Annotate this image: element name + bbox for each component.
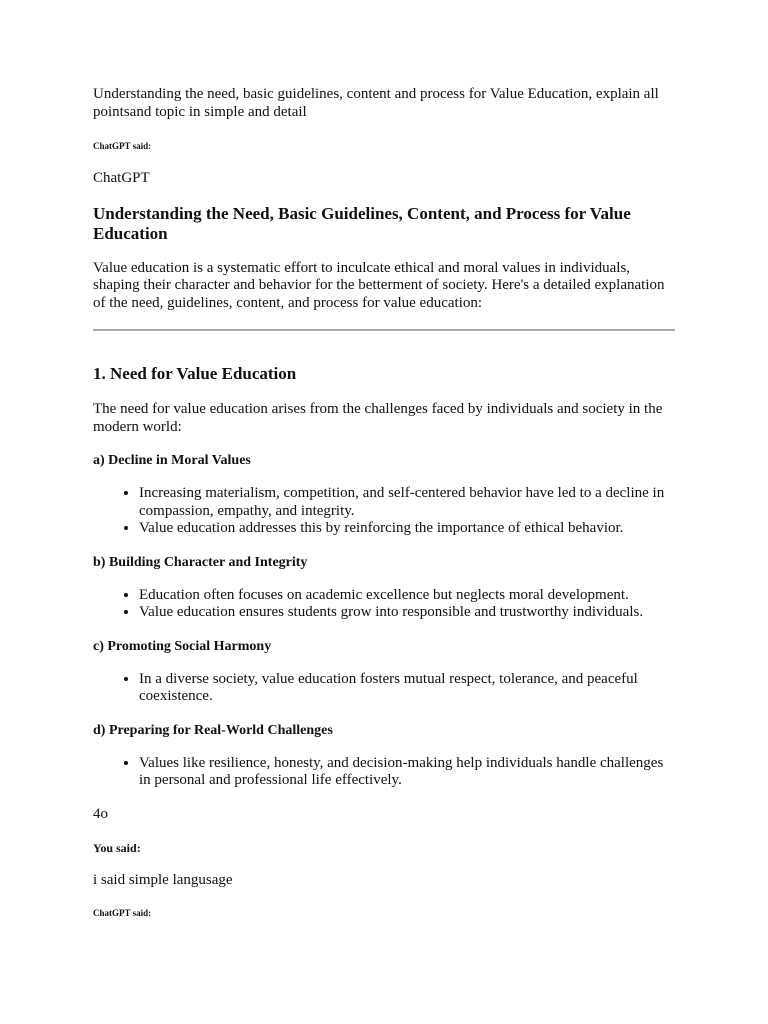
divider [93,329,675,331]
list-item: • Values like resilience, honesty, and decision-making help individuals handle challenges in personal and professional life effectively. [139,755,675,790]
model-version-tag: 4o [93,805,108,822]
subsection-heading: b) Building Character and Integrity [93,554,308,570]
bullet-list [93,671,675,706]
list-item: • Education often focuses on academic excellence but neglects moral development. [139,587,675,605]
list-item: • Value education ensures students grow into responsible and trustworthy individuals. [139,604,675,622]
list-item: • Value education addresses this by reinforcing the importance of ethical behavior. [139,520,675,538]
chat-transcript [93,86,675,937]
user-prompt: Understanding the need, basic guidelines, content and process for Value Education, explain all pointsand topic in simple and detail [93,86,659,120]
response-title: Understanding the Need, Basic Guidelines, Content, and Process for Value Education [93,203,631,243]
subsection-heading: c) Promoting Social Harmony [93,638,272,654]
bullet-list [93,755,675,790]
section-heading-need: 1. Need for Value Education [93,364,297,383]
section-lead: The need for value education arises from the challenges faced by individuals and society in the modern world: [93,401,663,435]
user-reply: i said simple langusage [93,872,233,888]
list-item: • Increasing materialism, competition, and self-centered behavior have led to a decline in compassion, empathy, and integrity. [139,485,675,520]
response-intro: Value education is a systematic effort to inculcate ethical and moral values in individuals, shaping their character and behavior for the betterment of society. Here's a detailed explanation of the need, guidelines, content, and process for value education: [93,259,665,311]
list-item: • In a diverse society, value education fosters mutual respect, tolerance, and peaceful coexistence. [139,671,675,706]
user-label: You said: [93,841,141,855]
model-name: ChatGPT [93,170,150,186]
assistant-label: ChatGPT said: [93,141,152,151]
subsection-heading: a) Decline in Moral Values [93,453,251,468]
assistant-label-2: ChatGPT said: [93,907,152,918]
bullet-list [93,587,675,622]
subsection-heading: d) Preparing for Real-World Challenges [93,722,333,738]
bullet-list [93,485,675,538]
